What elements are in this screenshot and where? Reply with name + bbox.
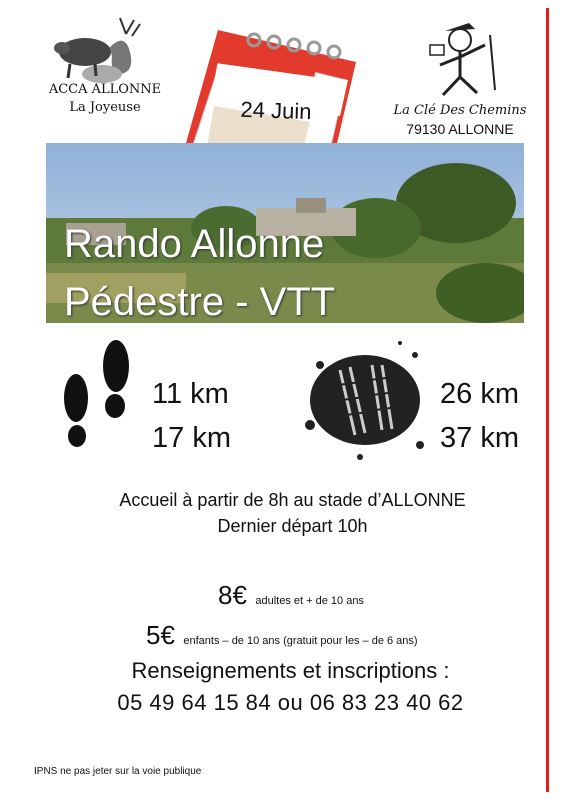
title-line1: Rando Allonne [64,222,325,266]
last-departure-info: Dernier départ 10h [217,516,368,536]
footer-notice: IPNS ne pas jeter sur la voie publique [34,766,202,777]
hiker-figure-icon [385,15,535,105]
adult-price-note: adultes et + de 10 ans [255,595,364,607]
bike-distance-1: 26 km [440,378,519,410]
contact-phones: 05 49 64 15 84 ou 06 83 23 40 62 [117,690,464,715]
walking-distance-2: 17 km [152,422,231,454]
adult-price: 8€ [218,580,247,610]
boar-deer-icon [40,12,170,92]
acca-logo [40,12,170,127]
acca-name: ACCA ALLONNE [48,82,162,97]
tire-tracks-icon [300,335,430,465]
welcome-info: Accueil à partir de 8h au stade d’ALLONNE [119,490,466,510]
child-price: 5€ [146,620,175,650]
club-name: La Clé Des Chemins [393,103,527,118]
club-location: 79130 ALLONNE [406,121,514,137]
child-price-note: enfants – de 10 ans (gratuit pour les – de 6 ans) [183,635,418,647]
adult-price-row [218,580,364,611]
event-date: 24 Juin [240,96,312,125]
acca-subtitle: La Joyeuse [69,100,141,115]
walking-distance-1: 11 km [152,378,229,410]
bike-distance-2: 37 km [440,422,519,454]
footprints-icon [58,336,138,456]
contact-heading: Renseignements et inscriptions : [131,658,450,683]
child-price-row [146,620,418,651]
club-logo [385,15,535,140]
title-line2: Pédestre - VTT [64,280,336,324]
